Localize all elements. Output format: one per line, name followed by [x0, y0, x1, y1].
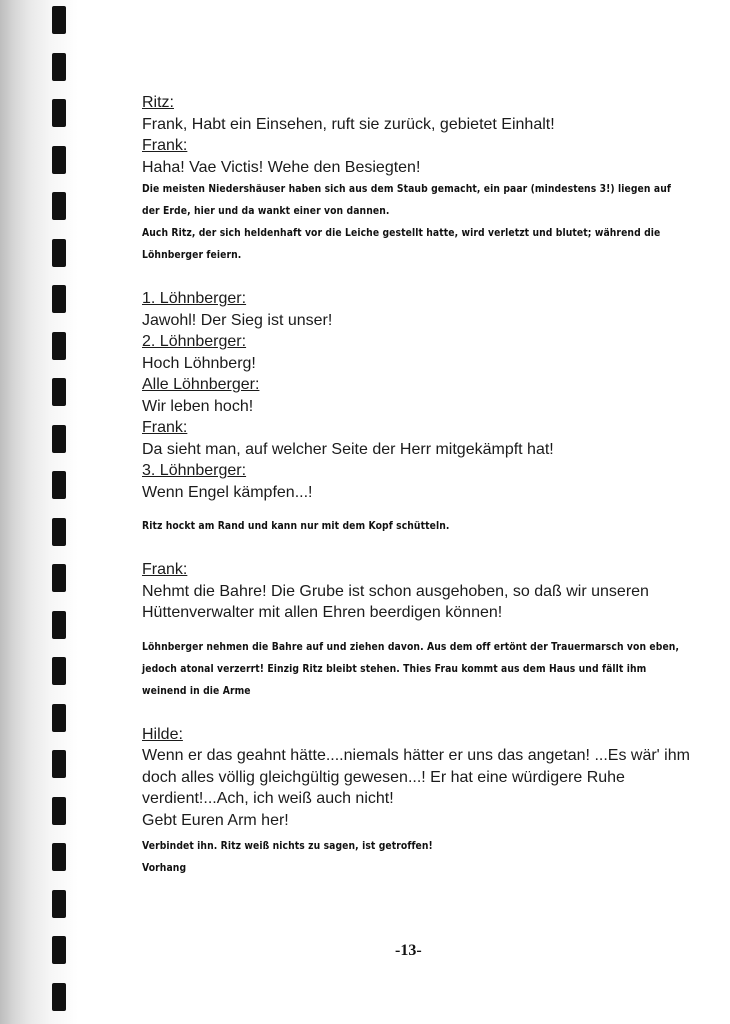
speaker-alle-loehnberger: Alle Löhnberger:	[142, 376, 260, 393]
speaker-hilde: Hilde:	[142, 725, 183, 743]
dialogue-line: Wir leben hoch!	[142, 397, 254, 415]
punch-hole	[52, 99, 66, 127]
stage-direction: Verbindet ihn. Ritz weiß nichts zu sagen, ist getroffen!	[142, 839, 433, 852]
punch-hole	[52, 611, 66, 639]
dialogue-line: Gebt Euren Arm her!	[142, 811, 289, 829]
stage-direction: Die meisten Niedershäuser haben sich aus dem Staub gemacht, ein paar (mindestens 3!) liegen auf der Erde, hier und da wankt einer von dannen.	[142, 182, 671, 217]
stage-direction: Auch Ritz, der sich heldenhaft vor die Leiche gestellt hatte, wird verletzt und blutet; während die Löhnberger feiern.	[142, 226, 661, 261]
punch-hole	[52, 239, 66, 267]
stage-direction-curtain: Vorhang	[142, 861, 187, 874]
punch-holes	[52, 0, 68, 1024]
punch-hole	[52, 843, 66, 871]
punch-hole	[52, 285, 66, 313]
speaker-frank: Frank:	[142, 419, 188, 436]
dialogue-line: Wenn er das geahnt hätte....niemals hätter er uns das angetan! ...Es wär' ihm doch alles völlig gleichgültig gewesen...! Er hat eine würdigere Ruhe verdient!...Ach, ich weiß auch nicht!	[142, 747, 690, 807]
punch-hole	[52, 564, 66, 592]
punch-hole	[52, 890, 66, 918]
dialogue-line: Wenn Engel kämpfen...!	[142, 483, 313, 501]
speaker-frank: Frank:	[142, 137, 188, 154]
punch-hole	[52, 332, 66, 360]
speaker-frank: Frank:	[142, 561, 188, 578]
dialogue-line: Da sieht man, auf welcher Seite der Herr mitgekämpft hat!	[142, 440, 554, 458]
punch-hole	[52, 146, 66, 174]
dialogue-line: Frank, Habt ein Einsehen, ruft sie zurück, gebietet Einhalt!	[142, 115, 555, 133]
dialogue-line: Hoch Löhnberg!	[142, 354, 256, 372]
punch-hole	[52, 518, 66, 546]
punch-hole	[52, 797, 66, 825]
punch-hole	[52, 192, 66, 220]
dialogue-line: Haha! Vae Victis! Wehe den Besiegten!	[142, 158, 421, 176]
script-page	[142, 92, 702, 879]
punch-hole	[52, 378, 66, 406]
punch-hole	[52, 657, 66, 685]
punch-hole	[52, 471, 66, 499]
dialogue-line: Nehmt die Bahre! Die Grube ist schon ausgehoben, so daß wir unseren Hüttenverwalter mit allen Ehren beerdigen können!	[142, 582, 649, 621]
punch-hole	[52, 704, 66, 732]
speaker-loehnberger-2: 2. Löhnberger:	[142, 333, 247, 350]
punch-hole	[52, 983, 66, 1011]
speaker-ritz: Ritz:	[142, 94, 174, 111]
punch-hole	[52, 6, 66, 34]
page-number: -13-	[395, 942, 422, 959]
punch-hole	[52, 936, 66, 964]
dialogue-line: Jawohl! Der Sieg ist unser!	[142, 311, 333, 329]
punch-hole	[52, 425, 66, 453]
stage-direction: Löhnberger nehmen die Bahre auf und ziehen davon. Aus dem off ertönt der Trauermarsch von eben, jedoch atonal verzerrt! Einzig Ritz bleibt stehen. Thies Frau kommt aus dem Haus und fällt ihm weinend in die Arme	[142, 639, 680, 697]
punch-hole	[52, 750, 66, 778]
speaker-loehnberger-1: 1. Löhnberger:	[142, 290, 247, 307]
punch-hole	[52, 53, 66, 81]
speaker-loehnberger-3: 3. Löhnberger:	[142, 462, 247, 479]
stage-direction: Ritz hockt am Rand und kann nur mit dem Kopf schütteln.	[142, 519, 450, 532]
